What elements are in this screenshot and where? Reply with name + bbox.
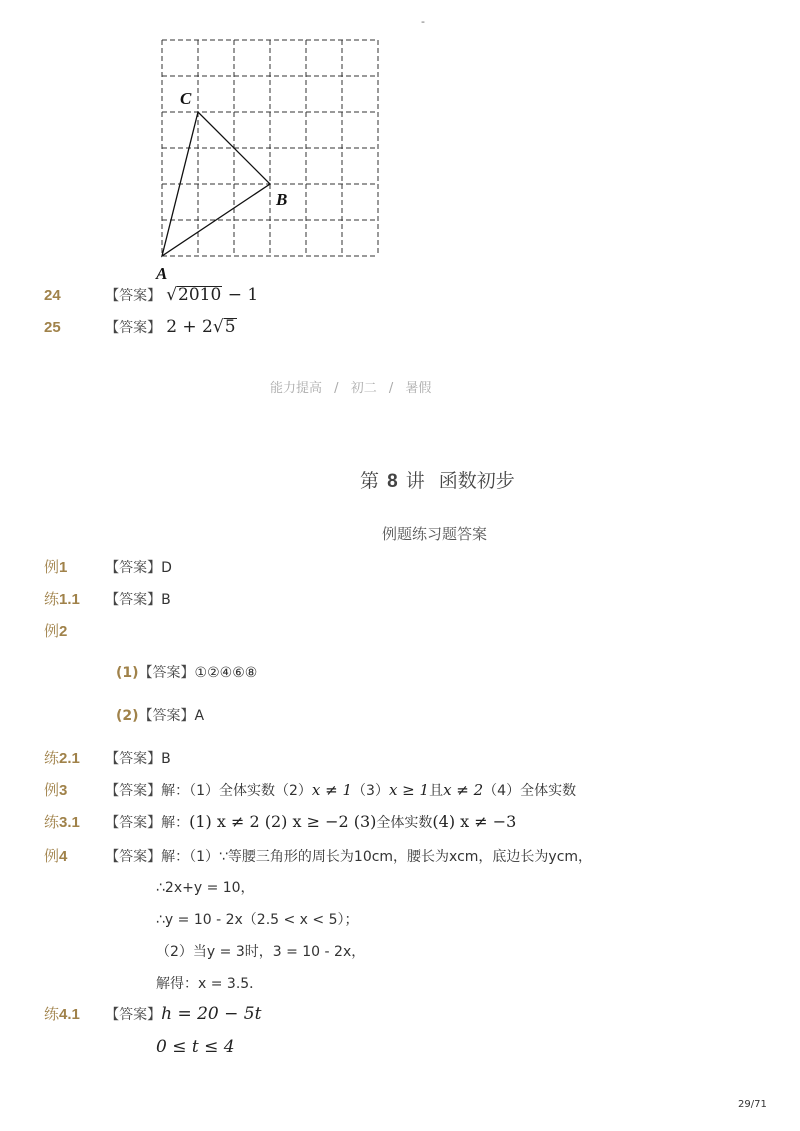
- example-4: 例4 【答案】解：（1）∵等腰三角形的周长为10cm，腰长为xcm，底边长为ycm，: [44, 845, 592, 866]
- item-label: 练3.1: [44, 814, 80, 831]
- breadcrumb: [270, 377, 431, 396]
- triangle-grid-figure: [150, 30, 400, 290]
- item-label: 练2.1: [44, 750, 80, 767]
- label-b: B: [276, 190, 288, 209]
- answer-formula: √2010 − 1: [166, 285, 259, 305]
- section-title: 例题练习题答案: [382, 525, 488, 543]
- answer-24: [44, 285, 258, 305]
- example-4-line: ∴2x+y = 10，: [156, 880, 255, 896]
- practice-4-1-range: 0 ≤ t ≤ 4: [156, 1037, 235, 1057]
- breadcrumb-item: 初二: [350, 381, 377, 396]
- example-3: 例3 【答案】解：（1）全体实数（2）x ≠ 1（3）x ≥ 1且x ≠ 2（4）全体实数: [44, 781, 577, 799]
- answer-25: [44, 317, 237, 337]
- item-label: 例2: [44, 623, 68, 640]
- example-4-line: 解得：x = 3.5．: [156, 976, 264, 992]
- grid-lines: [162, 40, 378, 256]
- top-marker: -: [421, 15, 425, 28]
- answer-tag: 【答案】: [105, 288, 162, 304]
- example-2-part-2: (2)【答案】A: [116, 708, 205, 724]
- item-label: 例4: [44, 848, 68, 865]
- practice-1-1: 练1.1 【答案】B: [44, 588, 171, 609]
- page-number: 29/71: [738, 1099, 767, 1110]
- item-label: 练1.1: [44, 591, 80, 608]
- label-c: C: [180, 89, 192, 108]
- breadcrumb-separator: /: [388, 381, 394, 396]
- practice-4-1: 练4.1 【答案】h = 20 − 5t: [44, 1004, 262, 1024]
- answer-number: 24: [44, 287, 61, 304]
- example-4-line: ∴y = 10 - 2x（2.5 < x < 5）；: [156, 912, 359, 928]
- answer-formula: 2 + 2√5: [166, 317, 236, 337]
- label-a: A: [156, 264, 168, 283]
- breadcrumb-item: 暑假: [405, 381, 432, 396]
- answer-number: 25: [44, 319, 61, 336]
- item-label: 练4.1: [44, 1006, 80, 1023]
- example-2: [44, 620, 67, 641]
- lecture-title: 第 8 讲 函数初步: [360, 470, 515, 492]
- breadcrumb-item: 能力提高: [270, 381, 323, 396]
- example-4-line: （2）当y = 3时，3 = 10 - 2x，: [156, 944, 366, 960]
- breadcrumb-separator: /: [334, 381, 339, 396]
- example-1: 例1 【答案】D: [44, 556, 172, 577]
- answer-tag: 【答案】: [105, 320, 162, 336]
- practice-3-1: 练3.1 【答案】解：(1) x ≠ 2 (2) x ≥ −2 (3)全体实数(4) x ≠ −3: [44, 812, 517, 831]
- example-2-part-1: (1)【答案】①②④⑥⑧: [116, 665, 258, 681]
- item-label: 例3: [44, 782, 68, 799]
- practice-2-1: 练2.1 【答案】B: [44, 747, 171, 768]
- item-label: 例1: [44, 559, 68, 576]
